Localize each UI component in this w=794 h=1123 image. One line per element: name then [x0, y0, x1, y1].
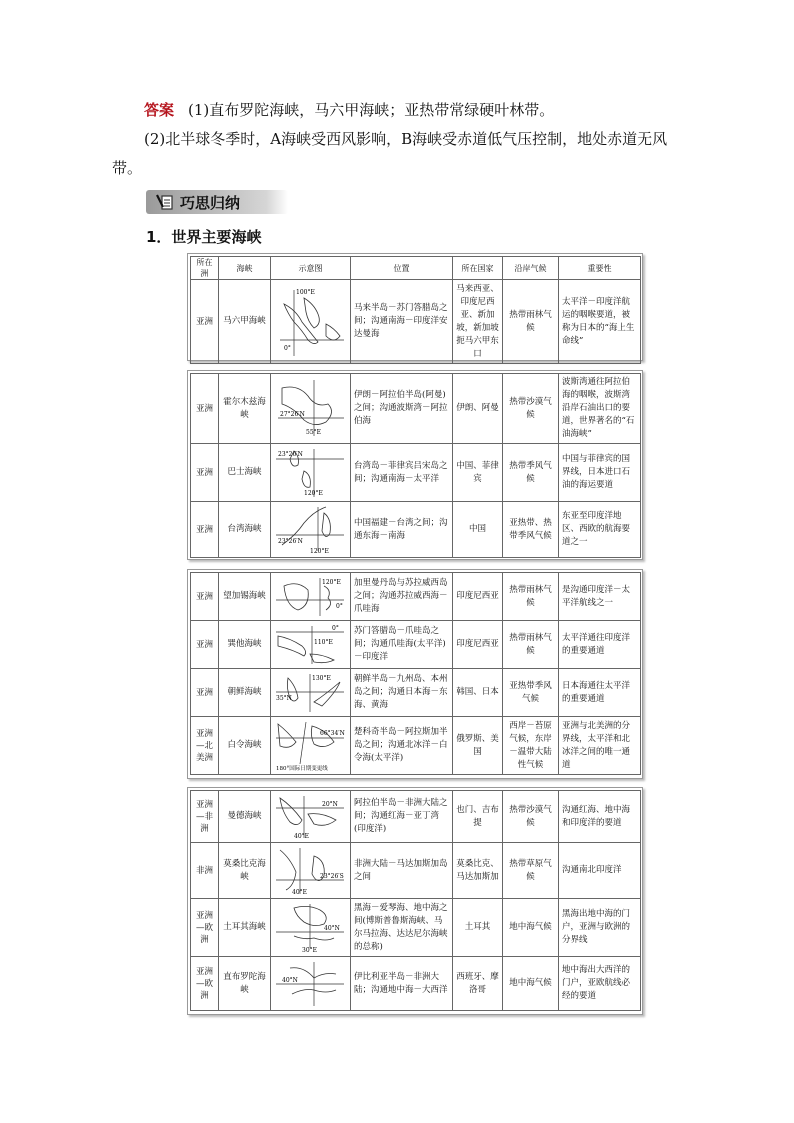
- map-cell: [271, 669, 351, 717]
- map-label: 180°国际日期变更线: [276, 765, 328, 772]
- country-cell: 伊朗、阿曼: [453, 374, 503, 444]
- strait-table-4: [190, 790, 641, 1011]
- location-cell: 楚科奇半岛－阿拉斯加半岛之间；沟通北冰洋－白令海(太平洋): [351, 717, 453, 775]
- strait-map: [274, 720, 348, 772]
- strait-map: [274, 960, 348, 1008]
- continent-cell: 亚洲: [191, 621, 219, 669]
- table-row: [191, 444, 641, 502]
- strait-map: [274, 794, 348, 840]
- continent-cell: 非洲: [191, 843, 219, 899]
- map-label: 30°E: [302, 946, 318, 954]
- location-cell: 伊朗－阿拉伯半岛(阿曼)之间；沟通波斯湾－阿拉伯海: [351, 374, 453, 444]
- map-cell: [271, 573, 351, 621]
- table-row: [191, 669, 641, 717]
- climate-cell: 地中海气候: [503, 957, 559, 1011]
- map-label: 20°N: [322, 800, 338, 808]
- climate-cell: 地中海气候: [503, 899, 559, 957]
- strait-name: 直布罗陀海峡: [219, 957, 271, 1011]
- table-row: [191, 621, 641, 669]
- location-cell: 朝鲜半岛－九州岛、本州岛之间；沟通日本海－东海、黄海: [351, 669, 453, 717]
- importance-cell: 地中海出大西洋的门户，亚欧航线必经的要道: [559, 957, 641, 1011]
- header-continent: 所在洲: [191, 257, 219, 280]
- climate-cell: 西岸－苔原气候，东岸－温带大陆性气候: [503, 717, 559, 775]
- importance-cell: 中国与菲律宾的国界线，日本进口石油的海运要道: [559, 444, 641, 502]
- map-label: 130°E: [312, 674, 331, 682]
- location-cell: 中国福建－台湾之间；沟通东海－南海: [351, 502, 453, 558]
- continent-cell: 亚洲: [191, 374, 219, 444]
- banner-title: 巧思归纳: [180, 194, 241, 212]
- table-row: [191, 957, 641, 1011]
- location-cell: 阿拉伯半岛－非洲大陆之间；沟通红海－亚丁湾(印度洋): [351, 791, 453, 843]
- strait-name: 曼德海峡: [219, 791, 271, 843]
- map-cell: [271, 957, 351, 1011]
- strait-map: [274, 672, 348, 714]
- country-cell: 土耳其: [453, 899, 503, 957]
- table-row: [191, 717, 641, 775]
- map-label: 55°E: [306, 428, 322, 436]
- country-cell: 韩国、日本: [453, 669, 503, 717]
- map-label: 27°26′N: [280, 410, 305, 418]
- importance-cell: 波斯湾通往阿拉伯海的咽喉，波斯湾沿岸石油出口的要道，世界著名的“石油海峡”: [559, 374, 641, 444]
- climate-cell: 热带雨林气候: [503, 573, 559, 621]
- strait-name: 巴士海峡: [219, 444, 271, 502]
- map-label: 66°34′N: [320, 729, 345, 737]
- continent-cell: 亚洲: [191, 573, 219, 621]
- map-label: 40°E: [292, 888, 308, 896]
- climate-cell: 热带沙漠气候: [503, 374, 559, 444]
- header-map: 示意图: [271, 257, 351, 280]
- answer-label: 答案: [144, 101, 175, 119]
- continent-cell: 亚洲—北美洲: [191, 717, 219, 775]
- strait-name: 马六甲海峡: [219, 280, 271, 364]
- strait-map: [274, 576, 348, 618]
- header-importance: 重要性: [559, 257, 641, 280]
- map-label: 23°26′N: [278, 450, 303, 458]
- header-climate: 沿岸气候: [503, 257, 559, 280]
- map-cell: [271, 502, 351, 558]
- map-cell: [271, 444, 351, 502]
- map-label: 120°E: [310, 547, 329, 555]
- importance-cell: 太平洋－印度洋航运的咽喉要道，被称为日本的“海上生命线”: [559, 280, 641, 364]
- map-cell: [271, 374, 351, 444]
- table-frame-4: [187, 787, 643, 1015]
- strait-name: 台湾海峡: [219, 502, 271, 558]
- map-cell: [271, 791, 351, 843]
- strait-map: [274, 378, 348, 440]
- location-cell: 非洲大陆－马达加斯加岛之间: [351, 843, 453, 899]
- header-location: 位置: [351, 257, 453, 280]
- header-strait: 海峡: [219, 257, 271, 280]
- map-label: 120°E: [304, 489, 323, 497]
- climate-cell: 热带雨林气候: [503, 280, 559, 364]
- importance-cell: 沟通红海、地中海和印度洋的要道: [559, 791, 641, 843]
- climate-cell: 热带季风气候: [503, 444, 559, 502]
- map-label: 23°26′S: [320, 872, 344, 880]
- table-row: [191, 374, 641, 444]
- summary-banner: [146, 190, 288, 214]
- country-cell: 中国: [453, 502, 503, 558]
- answer-block: [112, 96, 692, 183]
- country-cell: 也门、吉布提: [453, 791, 503, 843]
- importance-cell: 沟通南北印度洋: [559, 843, 641, 899]
- table-row: [191, 573, 641, 621]
- strait-table-3: [190, 572, 641, 775]
- climate-cell: 热带沙漠气候: [503, 791, 559, 843]
- strait-name: 霍尔木兹海峡: [219, 374, 271, 444]
- climate-cell: 热带雨林气候: [503, 621, 559, 669]
- table-row: [191, 843, 641, 899]
- continent-cell: 亚洲—欧洲: [191, 899, 219, 957]
- importance-cell: 亚洲与北美洲的分界线，太平洋和北冰洋之间的唯一通道: [559, 717, 641, 775]
- answer-line-2: (2)北半球冬季时，A海峡受西风影响，B海峡受赤道低气压控制，地处赤道无风带。: [112, 130, 668, 177]
- strait-map: [274, 447, 348, 499]
- importance-cell: 日本海通往太平洋的重要通道: [559, 669, 641, 717]
- map-label: 110°E: [314, 638, 333, 646]
- pen-paper-icon: [156, 193, 174, 211]
- country-cell: 莫桑比克、马达加斯加: [453, 843, 503, 899]
- location-cell: 黑海－爱琴海、地中海之间(博斯普鲁斯海峡、马尔马拉海、达达尼尔海峡的总称): [351, 899, 453, 957]
- table-row: [191, 280, 641, 364]
- strait-map: [274, 624, 348, 666]
- table-header-row: [191, 257, 641, 280]
- section-title: 1．世界主要海峡: [146, 228, 262, 246]
- importance-cell: 黑海出地中海的门户，亚洲与欧洲的分界线: [559, 899, 641, 957]
- strait-name: 白令海峡: [219, 717, 271, 775]
- map-label: 40°N: [324, 924, 340, 932]
- continent-cell: 亚洲: [191, 280, 219, 364]
- strait-table-2: [190, 373, 641, 558]
- map-label: 0°: [336, 602, 343, 610]
- table-frame-2: [187, 370, 643, 560]
- answer-line-1: (1)直布罗陀海峡，马六甲海峡；亚热带常绿硬叶林带。: [188, 101, 555, 119]
- location-cell: 马来半岛－苏门答腊岛之间；沟通南海－印度洋安达曼海: [351, 280, 453, 364]
- map-label: 120°E: [322, 578, 341, 586]
- continent-cell: 亚洲—欧洲: [191, 957, 219, 1011]
- strait-table-1: [190, 256, 641, 364]
- location-cell: 苏门答腊岛－爪哇岛之间；沟通爪哇海(太平洋)－印度洋: [351, 621, 453, 669]
- strait-map: [274, 846, 348, 896]
- map-cell: [271, 899, 351, 957]
- country-cell: 俄罗斯、美国: [453, 717, 503, 775]
- country-cell: 印度尼西亚: [453, 621, 503, 669]
- importance-cell: 是沟通印度洋－太平洋航线之一: [559, 573, 641, 621]
- map-cell: [271, 621, 351, 669]
- table-row: [191, 899, 641, 957]
- strait-name: 莫桑比克海峡: [219, 843, 271, 899]
- location-cell: 伊比利亚半岛－非洲大陆；沟通地中海－大西洋: [351, 957, 453, 1011]
- climate-cell: 热带草原气候: [503, 843, 559, 899]
- map-label: 0°: [284, 344, 291, 352]
- map-cell: [271, 280, 351, 364]
- climate-cell: 亚热带季风气候: [503, 669, 559, 717]
- location-cell: 加里曼丹岛与苏拉威西岛之间；沟通苏拉威西海－爪哇海: [351, 573, 453, 621]
- continent-cell: 亚洲—非洲: [191, 791, 219, 843]
- map-label: 23°26′N: [278, 537, 303, 545]
- strait-map: [274, 284, 348, 360]
- importance-cell: 太平洋通往印度洋的重要通道: [559, 621, 641, 669]
- country-cell: 马来西亚、印度尼西亚、新加坡，新加坡扼马六甲东口: [453, 280, 503, 364]
- strait-map: [274, 902, 348, 954]
- continent-cell: 亚洲: [191, 669, 219, 717]
- map-label: 0°: [332, 624, 339, 632]
- map-label: 40°E: [294, 832, 310, 840]
- country-cell: 印度尼西亚: [453, 573, 503, 621]
- table-frame-3: [187, 569, 643, 779]
- importance-cell: 东亚至印度洋地区、西欧的航海要道之一: [559, 502, 641, 558]
- continent-cell: 亚洲: [191, 502, 219, 558]
- continent-cell: 亚洲: [191, 444, 219, 502]
- header-country: 所在国家: [453, 257, 503, 280]
- strait-map: [274, 505, 348, 555]
- map-label: 40°N: [282, 976, 298, 984]
- map-cell: [271, 843, 351, 899]
- table-row: [191, 791, 641, 843]
- climate-cell: 亚热带、热带季风气候: [503, 502, 559, 558]
- country-cell: 中国、菲律宾: [453, 444, 503, 502]
- table-row: [191, 502, 641, 558]
- map-label: 35°N: [276, 694, 292, 702]
- strait-name: 巽他海峡: [219, 621, 271, 669]
- strait-name: 望加锡海峡: [219, 573, 271, 621]
- location-cell: 台湾岛－菲律宾吕宋岛之间；沟通南海－太平洋: [351, 444, 453, 502]
- country-cell: 西班牙、摩洛哥: [453, 957, 503, 1011]
- table-frame-1: [187, 253, 643, 361]
- map-label: 100°E: [296, 288, 315, 296]
- map-cell: [271, 717, 351, 775]
- strait-name: 土耳其海峡: [219, 899, 271, 957]
- strait-name: 朝鲜海峡: [219, 669, 271, 717]
